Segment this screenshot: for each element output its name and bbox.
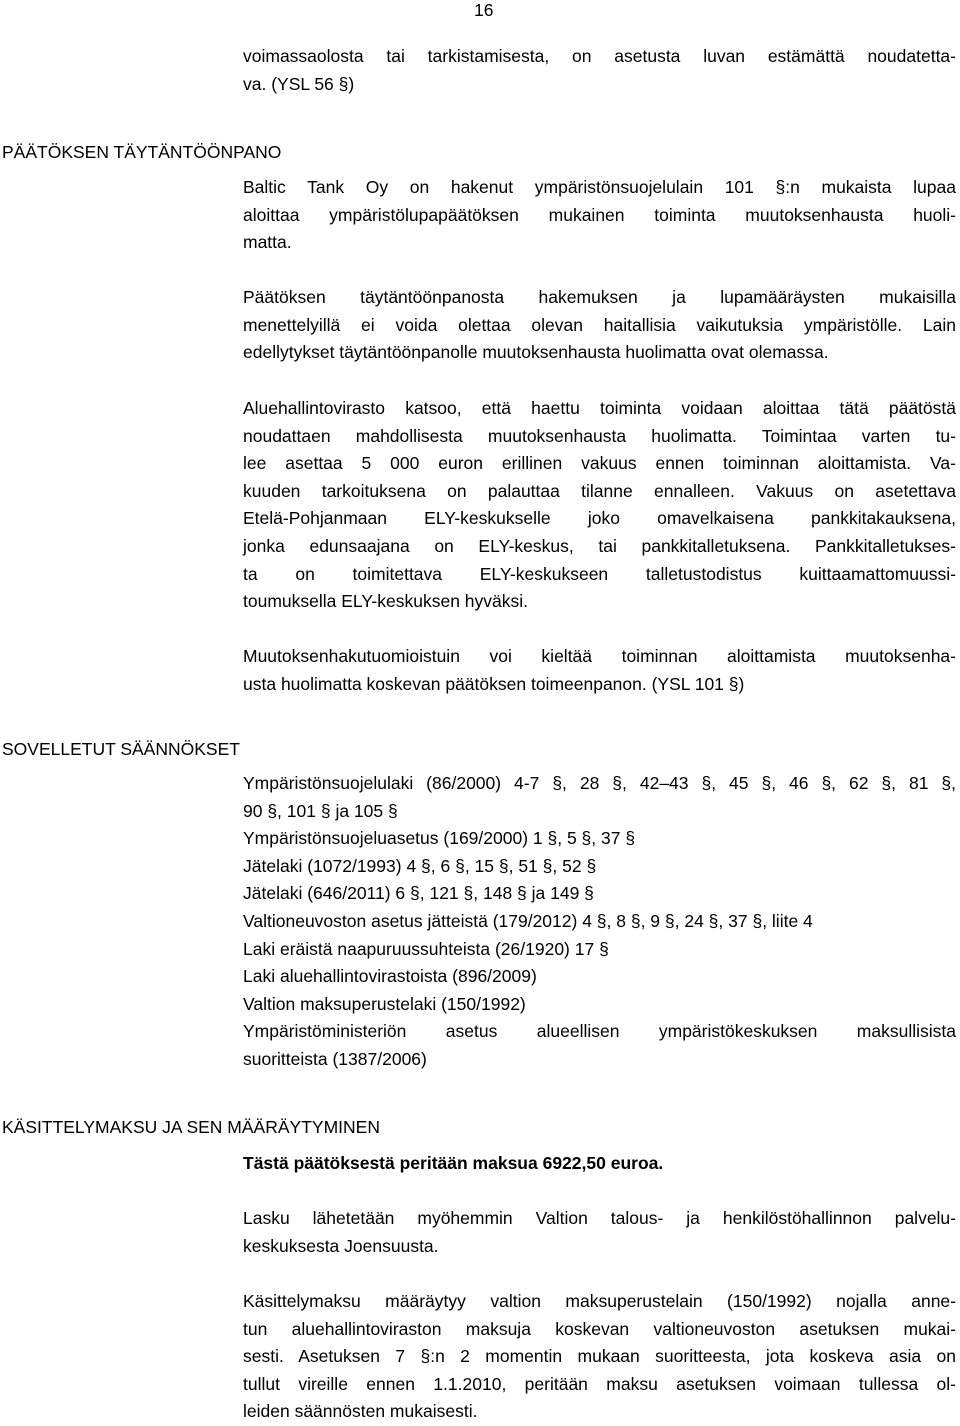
regulation-line: Laki aluehallintovirastoista (896/2009)	[243, 966, 537, 987]
text-line: jonka edunsaajana on ELY-keskus, tai pankkitalletuksena. Pankkitalletukses-	[243, 535, 956, 556]
enforcement-paragraph-1	[243, 174, 956, 257]
text-line: Lasku lähetetään myöhemmin Valtion talous- ja henkilöstöhallinnon palvelu-	[243, 1208, 956, 1228]
fee-paragraph-2	[243, 1205, 956, 1260]
regulations-list	[243, 770, 956, 1074]
regulation-line: Jätelaki (646/2011) 6 §, 121 §, 148 § ja 149 §	[243, 883, 594, 904]
intro-paragraph	[243, 43, 956, 98]
enforcement-paragraph-3	[243, 395, 956, 616]
text-line: usta huolimatta koskevan päätöksen toimeenpanon. (YSL 101 §)	[243, 673, 745, 694]
text-line: aloittaa ympäristölupapäätöksen mukainen toiminta muutoksenhausta huoli-	[243, 204, 956, 225]
regulation-line: Ympäristönsuojelulaki (86/2000) 4-7 §, 28 §, 42–43 §, 45 §, 46 §, 62 §, 81 §,	[243, 773, 956, 793]
regulation-line: Ympäristöministeriön asetus alueellisen ympäristökeskuksen maksullisista	[243, 1021, 956, 1042]
section-heading-regulations: SOVELLETUT SÄÄNNÖKSET	[2, 739, 240, 759]
fee-paragraph-3	[243, 1288, 956, 1426]
text-line: va. (YSL 56 §)	[243, 73, 355, 94]
text-line: Käsittelymaksu määräytyy valtion maksuperustelain (150/1992) nojalla anne-	[243, 1291, 956, 1311]
regulation-line: Jätelaki (1072/1993) 4 §, 6 §, 15 §, 51 §, 52 §	[243, 855, 597, 876]
fee-amount-paragraph	[243, 1150, 956, 1178]
text-line: Päätöksen täytäntöönpanosta hakemuksen ja lupamääräysten mukaisilla	[243, 287, 956, 307]
text-line: keskuksesta Joensuusta.	[243, 1235, 439, 1256]
enforcement-paragraph-2	[243, 284, 956, 367]
regulation-line: suoritteista (1387/2006)	[243, 1048, 427, 1069]
text-line: leiden säännösten mukaisesti.	[243, 1401, 478, 1422]
text-line: menettelyillä ei voida olettaa olevan haitallisia vaikutuksia ympäristölle. Lain	[243, 314, 956, 335]
section-heading-fee: KÄSITTELYMAKSU JA SEN MÄÄRÄYTYMINEN	[2, 1117, 380, 1137]
text-line: matta.	[243, 232, 292, 253]
text-line: noudattaen mahdollisesta muutoksenhausta huolimatta. Toimintaa varten tu-	[243, 425, 956, 446]
text-line: kuuden tarkoituksena on palauttaa tilanne ennalleen. Vakuus on asetettava	[243, 480, 956, 501]
text-line: sesti. Asetuksen 7 §:n 2 momentin mukaan suoritteesta, jota koskeva asia on	[243, 1346, 956, 1367]
text-line: Aluehallintovirasto katsoo, että haettu toiminta voidaan aloittaa tätä päätöstä	[243, 398, 956, 418]
regulation-line: 90 §, 101 § ja 105 §	[243, 800, 398, 821]
text-line: Etelä-Pohjanmaan ELY-keskukselle joko omavelkaisena pankkitakauksena,	[243, 508, 956, 529]
text-line: lee asettaa 5 000 euron erillinen vakuus ennen toiminnan aloittamista. Va-	[243, 453, 956, 474]
text-line: Muutoksenhakutuomioistuin voi kieltää toiminnan aloittamista muutoksenha-	[243, 646, 956, 666]
page-number: 16	[474, 0, 494, 20]
regulation-line: Ympäristönsuojeluasetus (169/2000) 1 §, 5 §, 37 §	[243, 828, 636, 849]
text-line: voimassaolosta tai tarkistamisesta, on asetusta luvan estämättä noudatetta-	[243, 46, 956, 66]
section-heading-enforcement: PÄÄTÖKSEN TÄYTÄNTÖÖNPANO	[2, 142, 282, 162]
text-line: Baltic Tank Oy on hakenut ympäristönsuojelulain 101 §:n mukaista lupaa	[243, 177, 956, 197]
text-line: toumuksella ELY-keskuksen hyväksi.	[243, 591, 528, 612]
text-line: edellytykset täytäntöönpanolle muutoksenhausta huolimatta ovat olemassa.	[243, 342, 829, 363]
text-line: tullut vireille ennen 1.1.2010, peritään maksu asetuksen voimaan tullessa ol-	[243, 1373, 956, 1394]
regulation-line: Laki eräistä naapuruussuhteista (26/1920) 17 §	[243, 938, 609, 959]
regulation-line: Valtioneuvoston asetus jätteistä (179/2012) 4 §, 8 §, 9 §, 24 §, 37 §, liite 4	[243, 910, 813, 931]
regulation-line: Valtion maksuperustelaki (150/1992)	[243, 993, 526, 1014]
text-line: Tästä päätöksestä peritään maksua 6922,50 euroa.	[243, 1153, 664, 1173]
text-line: tun aluehallintoviraston maksuja koskevan valtioneuvoston asetuksen mukai-	[243, 1318, 956, 1339]
enforcement-paragraph-4	[243, 643, 956, 698]
text-line: ta on toimitettava ELY-keskukseen talletustodistus kuittaamattomuussi-	[243, 563, 956, 584]
